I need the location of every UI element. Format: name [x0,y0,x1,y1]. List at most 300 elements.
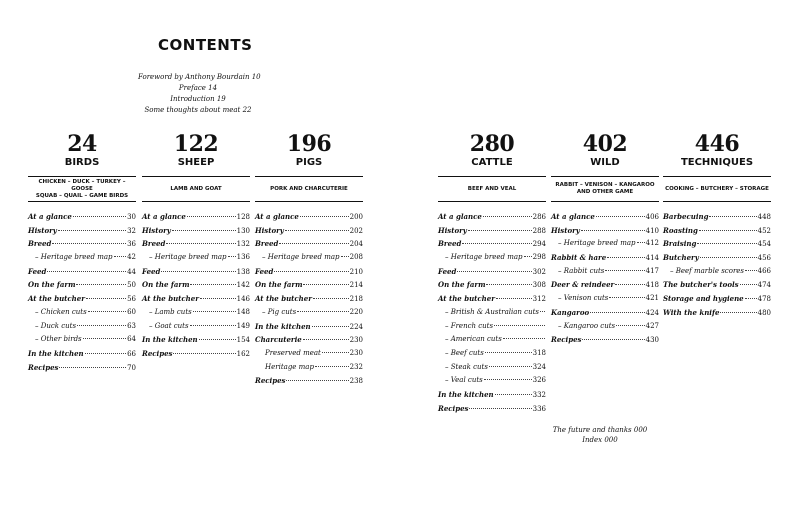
toc-entry-page: 332 [532,390,546,399]
toc-entry[interactable] [663,308,771,322]
toc-entry[interactable] [28,212,136,226]
toc-entry[interactable] [551,335,659,349]
dot-leader [495,394,532,395]
toc-entry[interactable] [142,253,250,267]
toc-entry-page: 421 [645,294,659,303]
toc-entry-page: 474 [757,281,771,290]
toc-entry-page: 214 [349,281,363,290]
dot-leader [341,256,349,257]
entry-list [663,212,771,322]
toc-entry[interactable] [551,253,659,267]
toc-entry-page: 302 [532,267,546,276]
toc-entry-label: Feed [438,266,457,276]
toc-entry[interactable] [551,280,659,294]
toc-entry-label: On the farm [28,280,76,290]
toc-entry-label: Recipes [551,335,582,345]
back-matter-list [545,425,655,445]
section-subtitle-text [665,186,769,193]
toc-entry-label: Preserved meat [265,348,321,357]
section-wild [551,132,659,349]
toc-entry-page: 66 [127,349,136,358]
back-matter-item[interactable]: Index 000 [582,436,618,444]
toc-entry-label: – Beef marble scores [670,266,745,275]
section-number: 122 [173,131,219,157]
entry-list [28,212,136,376]
toc-entry[interactable] [28,226,136,240]
toc-entry-page: 149 [236,321,250,330]
toc-entry-page: 64 [127,335,136,344]
toc-entry-label: – Goat cuts [149,321,189,330]
toc-entry-label: Feed [28,266,47,276]
toc-entry-page: 230 [349,348,363,357]
toc-entry[interactable] [255,322,363,336]
toc-entry-page: 142 [236,281,250,290]
toc-entry[interactable] [438,212,546,226]
dot-leader [52,243,126,244]
toc-entry-label: – French cuts [445,321,494,330]
section-subtitle-line: LAMB AND GOAT [170,185,222,192]
toc-entry-page: 410 [645,226,659,235]
toc-entry-page: 50 [127,281,136,290]
toc-entry-label: At a glance [551,212,595,221]
toc-entry-label: – British & Australian cuts [445,307,539,316]
toc-entry[interactable] [663,253,771,267]
toc-entry-label: – Rabbit cuts [558,266,605,275]
front-matter-item[interactable]: Introduction 19 [170,95,226,103]
toc-entry-label: In the kitchen [28,348,84,358]
section-cattle [438,132,546,417]
toc-entry[interactable] [255,308,363,322]
dot-leader [720,312,756,313]
toc-entry-label: – Heritage breed map [262,253,340,262]
toc-entry[interactable] [142,308,250,322]
dot-leader [582,339,644,340]
dot-leader [581,230,645,231]
section-subtitle-text [270,186,348,193]
toc-entry[interactable] [551,212,659,226]
section-subtitle [28,176,136,202]
toc-entry-label: History [438,225,467,235]
toc-entry-label: At the butcher [255,294,312,304]
toc-entry-label: – Veal cuts [445,376,483,385]
toc-entry[interactable] [255,267,363,281]
toc-entry-label: On the farm [255,280,303,290]
toc-entry[interactable] [142,349,250,363]
toc-entry[interactable] [438,267,546,281]
toc-entry[interactable] [438,376,546,390]
section-subtitle-line: RABBIT – VENISON – KANGAROO [555,182,655,188]
section-name[interactable]: WILD [590,157,620,168]
toc-entry-page: 412 [645,239,659,248]
toc-entry[interactable] [255,239,363,253]
dot-leader [745,270,757,271]
dot-leader [596,216,645,217]
back-matter-item[interactable]: The future and thanks 000 [552,426,648,434]
toc-entry[interactable] [438,404,546,418]
toc-entry-page: 138 [236,267,250,276]
toc-entry-label: Rabbit & hare [551,253,607,263]
toc-entry[interactable] [438,226,546,240]
toc-entry-label: – Heritage breed map [35,253,113,262]
toc-entry-label: History [551,225,580,235]
toc-entry[interactable] [438,335,546,349]
toc-entry-page: 154 [236,336,250,345]
toc-entry-label: – Steak cuts [445,362,488,371]
toc-entry-page: 406 [645,213,659,221]
toc-entry[interactable] [663,267,771,281]
toc-entry-label: Roasting [663,225,698,235]
dot-leader [86,298,126,299]
dot-leader [286,380,348,381]
dot-leader [607,257,644,258]
dot-leader [77,325,126,326]
toc-entry[interactable] [438,322,546,336]
dot-leader [190,284,235,285]
toc-entry-label: – American cuts [445,335,502,344]
toc-entry[interactable] [28,267,136,281]
toc-entry-page: 148 [236,307,250,316]
toc-entry-label: In the kitchen [142,335,198,345]
toc-entry-page: 36 [127,240,136,249]
dot-leader [303,284,348,285]
dot-leader [193,311,236,312]
toc-entry[interactable] [438,349,546,363]
toc-entry-page: 298 [532,253,546,262]
toc-entry-page: 286 [532,213,546,221]
dot-leader [200,298,236,299]
toc-entry-page: 146 [236,295,250,304]
section-number: 402 [582,131,628,157]
section-number: 280 [469,131,515,157]
dot-leader [83,338,126,339]
toc-entry-label: – Duck cuts [35,321,77,330]
toc-entry[interactable] [28,308,136,322]
front-matter-item[interactable]: Foreword by Anthony Bourdain 10 [138,73,261,81]
page-title: CONTENTS [158,36,253,54]
toc-entry-page: 218 [349,295,363,304]
toc-entry-page: 56 [127,295,136,304]
dot-leader [297,311,348,312]
toc-entry-page: 210 [349,267,363,276]
section-name[interactable]: TECHNIQUES [680,157,754,168]
toc-entry[interactable] [255,226,363,240]
dot-leader [496,298,532,299]
toc-entry[interactable] [663,212,771,226]
toc-entry-label: At the butcher [438,294,495,304]
toc-entry-label: Breed [142,239,166,249]
toc-entry-label: Recipes [438,403,469,413]
toc-entry[interactable] [255,253,363,267]
section-subtitle [438,176,546,202]
entry-list [551,212,659,349]
toc-entry-label: Charcuterie [255,335,302,345]
toc-entry-page: 204 [349,240,363,249]
toc-entry[interactable] [663,280,771,294]
toc-entry[interactable] [551,294,659,308]
section-number: 196 [286,131,332,157]
toc-entry-label: Deer & reindeer [551,280,615,290]
dot-leader [605,270,644,271]
section-subtitle-line: CHICKEN – DUCK – TURKEY – GOOSE [38,178,126,192]
entry-list [255,212,363,390]
section-subtitle-line: COOKING – BUTCHERY – STORAGE [665,185,769,192]
entry-list [438,212,546,417]
toc-entry[interactable] [255,294,363,308]
toc-entry-label: Braising [663,239,697,249]
dot-leader [745,298,757,299]
dot-leader [47,271,126,272]
section-subtitle [255,176,363,202]
toc-entry[interactable] [438,294,546,308]
toc-entry-page: 220 [349,307,363,316]
section-subtitle-text [555,182,654,196]
toc-entry[interactable] [438,239,546,253]
toc-entry-label: Butchery [663,253,699,263]
dot-leader [73,216,126,217]
toc-entry-page: 414 [645,254,659,263]
front-matter-list [138,72,261,116]
toc-entry[interactable] [142,280,250,294]
toc-entry[interactable] [551,308,659,322]
toc-entry[interactable] [663,239,771,253]
toc-entry-label: On the farm [142,280,190,290]
section-sheep [142,132,250,363]
dot-leader [114,256,127,257]
toc-entry-page: 312 [532,295,546,304]
dot-leader [740,284,757,285]
toc-entry-page: 318 [532,348,546,357]
toc-entry-label: – Lamb cuts [149,307,192,316]
toc-entry-label: – Heritage breed map [558,239,636,248]
toc-entry-label: Kangaroo [551,307,590,317]
section-subtitle-text [30,179,134,200]
toc-entry[interactable] [142,239,250,253]
dot-leader [58,230,126,231]
toc-entry-page: 427 [645,321,659,330]
toc-entry[interactable] [28,280,136,294]
toc-entry-page: 452 [757,226,771,235]
toc-entry-page: 232 [349,362,363,371]
toc-entry[interactable] [255,280,363,294]
section-subtitle [551,176,659,202]
dot-leader [285,230,349,231]
dot-leader [483,216,532,217]
dot-leader [540,311,545,312]
toc-entry-page: 32 [127,226,136,235]
toc-entry-page: 424 [645,308,659,317]
dot-leader [76,284,126,285]
toc-entry[interactable] [255,363,363,377]
toc-entry[interactable] [551,322,659,336]
section-subtitle-text [468,186,517,193]
dot-leader [85,353,126,354]
section-subtitle-line: BEEF AND VEAL [467,185,517,192]
dot-leader [59,367,126,368]
dot-leader [172,230,236,231]
dot-leader [609,297,644,298]
toc-entry-label: In the kitchen [438,389,494,399]
toc-entry-label: – Chicken cuts [35,307,87,316]
toc-entry[interactable] [663,294,771,308]
section-name[interactable]: PIGS [295,157,323,168]
section-number: 24 [67,131,97,157]
toc-entry-label: History [142,225,171,235]
toc-entry-label: In the kitchen [255,321,311,331]
toc-entry-label: Recipes [28,362,59,372]
toc-entry-label: – Pig cuts [262,307,297,316]
dot-leader [700,257,757,258]
toc-entry-page: 466 [757,266,771,275]
toc-entry-label: Heritage map [265,362,314,371]
toc-entry-label: Recipes [255,376,286,386]
toc-entry[interactable] [142,335,250,349]
toc-entry-label: On the farm [438,280,486,290]
toc-entry-page: 162 [236,349,250,358]
toc-entry[interactable] [663,226,771,240]
toc-entry[interactable] [438,390,546,404]
toc-entry-label: Storage and hygiene [663,294,744,304]
toc-entry-label: – Other birds [35,335,82,344]
section-name[interactable]: CATTLE [471,157,513,168]
toc-entry-page: 308 [532,281,546,290]
dot-leader [697,243,756,244]
toc-entry-page: 30 [127,213,136,221]
toc-entry[interactable] [255,212,363,226]
toc-entry-label: – Heritage breed map [149,253,227,262]
toc-entry-page: 288 [532,226,546,235]
section-subtitle-line: PORK AND CHARCUTERIE [270,185,348,192]
toc-entry-page: 478 [757,295,771,304]
section-name[interactable]: BIRDS [64,157,100,168]
dot-leader [300,216,349,217]
dot-leader [637,242,645,243]
dot-leader [462,243,531,244]
toc-entry[interactable] [142,322,250,336]
toc-entry-page: 70 [127,363,136,372]
toc-entry-label: At a glance [438,212,482,221]
toc-entry-label: At a glance [28,212,72,221]
dot-leader [486,284,531,285]
dot-leader [322,352,349,353]
entry-list [142,212,250,363]
dot-leader [699,230,757,231]
toc-entry[interactable] [438,308,546,322]
toc-entry[interactable] [28,349,136,363]
section-subtitle [142,176,250,202]
toc-entry-page: 418 [645,281,659,290]
toc-entry[interactable] [142,212,250,226]
toc-entry[interactable] [438,253,546,267]
section-pigs [255,132,363,390]
toc-entry-page: 326 [532,376,546,385]
toc-entry-page: 238 [349,377,363,386]
dot-leader [524,256,532,257]
section-name[interactable]: SHEEP [177,157,215,168]
toc-entry-page: 44 [127,267,136,276]
dot-leader [590,312,644,313]
dot-leader [468,230,532,231]
section-subtitle-line: SQUAB – QUAIL – GAME BIRDS [35,192,129,199]
toc-entry-page: 208 [349,253,363,262]
toc-entry-label: History [28,225,57,235]
toc-entry-label: At the butcher [28,294,85,304]
dot-leader [315,366,349,367]
dot-leader [199,339,236,340]
toc-entry-label: Feed [255,266,274,276]
toc-entry[interactable] [438,363,546,377]
toc-entry-label: History [255,225,284,235]
dot-leader [484,379,532,380]
dot-leader [166,243,235,244]
toc-entry[interactable] [28,253,136,267]
toc-entry[interactable] [551,267,659,281]
toc-entry-page: 480 [757,308,771,317]
toc-entry-page: 136 [236,253,250,262]
toc-entry-label: – Heritage breed map [445,253,523,262]
toc-entry-label: Barbecuing [663,212,709,221]
dot-leader [161,271,235,272]
toc-entry[interactable] [142,267,250,281]
toc-entry[interactable] [255,335,363,349]
toc-entry-page: 130 [236,226,250,235]
dot-leader [88,311,126,312]
toc-entry-page: 63 [127,321,136,330]
front-matter-item[interactable]: Some thoughts about meat 22 [144,106,252,114]
toc-entry-label: The butcher's tools [663,280,739,290]
toc-entry[interactable] [551,226,659,240]
toc-entry-label: At a glance [255,212,299,221]
toc-entry[interactable] [438,280,546,294]
section-number: 446 [694,131,740,157]
dot-leader [303,339,349,340]
toc-entry[interactable] [142,226,250,240]
toc-entry[interactable] [28,239,136,253]
toc-entry-page: 456 [757,254,771,263]
toc-entry-page: 60 [127,307,136,316]
dot-leader [485,352,532,353]
dot-leader [312,326,349,327]
dot-leader [469,408,531,409]
dot-leader [187,216,236,217]
toc-entry-label: Breed [438,239,462,249]
toc-entry[interactable] [142,294,250,308]
dot-leader [228,256,236,257]
toc-entry[interactable] [28,335,136,349]
toc-entry[interactable] [28,322,136,336]
dot-leader [616,325,645,326]
toc-entry[interactable] [255,349,363,363]
dot-leader [615,284,644,285]
toc-entry[interactable] [28,294,136,308]
front-matter-item[interactable]: Preface 14 [178,84,218,92]
dot-leader [313,298,349,299]
dot-leader [274,271,348,272]
toc-entry[interactable] [551,239,659,253]
toc-entry-page: 230 [349,336,363,345]
toc-entry[interactable] [255,376,363,390]
dot-leader [190,325,236,326]
toc-entry[interactable] [28,363,136,377]
section-subtitle [663,176,771,202]
toc-entry-page: 448 [757,213,771,221]
toc-entry-label: – Kangaroo cuts [558,321,616,330]
section-subtitle-line: AND OTHER GAME [576,189,634,195]
toc-entry-page: 202 [349,226,363,235]
toc-entry-page: 224 [349,322,363,331]
section-birds [28,132,136,376]
toc-entry-label: With the knife [663,307,720,317]
toc-entry-label: Recipes [142,348,173,358]
